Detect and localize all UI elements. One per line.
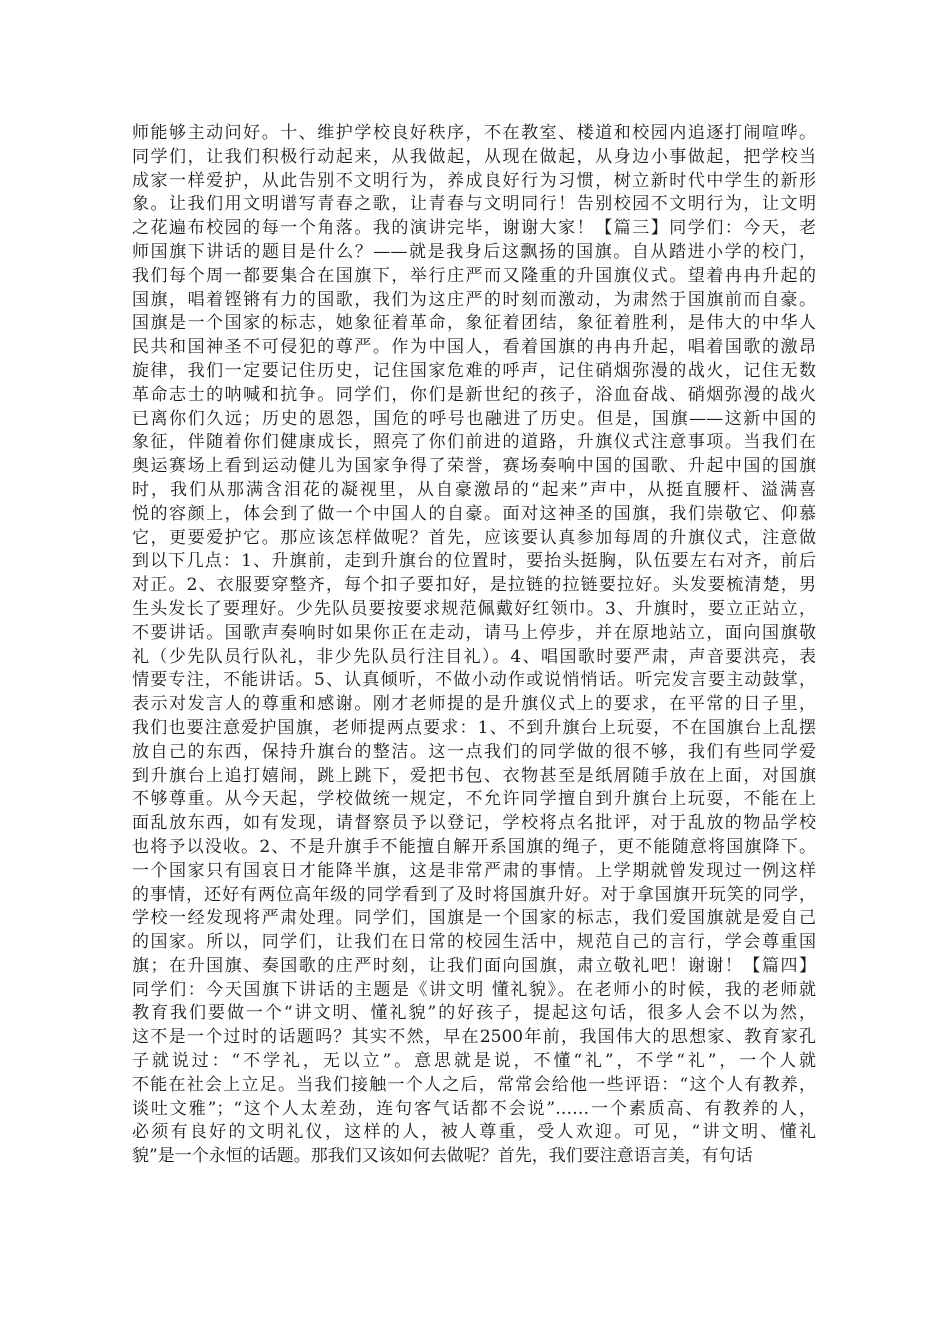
text-line: 它，更要爱护它。那应该怎样做呢？首先，应该要认真参加每周的升旗仪式，注意做 bbox=[132, 527, 816, 548]
text-line: 不够尊重。从今天起，学校做统一规定，不允许同学擅自到升旗台上玩耍，不能在上 bbox=[132, 789, 816, 810]
text-line: 民共和国神圣不可侵犯的尊严。作为中国人，看着国旗的冉冉升起，唱着国歌的激昂 bbox=[132, 337, 816, 358]
text-line: 同学们，让我们积极行动起来，从我做起，从现在做起，从身边小事做起，把学校当 bbox=[132, 146, 816, 167]
text-line: 国旗，唱着铿锵有力的国歌，我们为这庄严的时刻而激动，为肃然于国旗前而自豪。 bbox=[132, 289, 816, 310]
body-text bbox=[132, 122, 816, 1169]
text-line: 礼（少先队员行队礼，非少先队员行注目礼）。4、唱国歌时要严肃，声音要洪亮，表 bbox=[132, 646, 816, 667]
text-line: 我们每个周一都要集合在国旗下，举行庄严而又隆重的升国旗仪式。望着冉冉升起的 bbox=[132, 265, 816, 286]
text-line: 的国家。所以，同学们，让我们在日常的校园生活中，规范自己的言行，学会尊重国 bbox=[132, 932, 816, 953]
text-line: 象征，伴随着你们健康成长，照亮了你们前进的道路，升旗仪式注意事项。当我们在 bbox=[132, 432, 816, 453]
text-line: 师能够主动问好。十、维护学校良好秩序，不在教室、楼道和校园内追逐打闹喧哗。 bbox=[132, 123, 816, 143]
text-line: 教育我们要做一个“讲文明、懂礼貌”的好孩子，提起这句话，很多人会不以为然， bbox=[132, 1003, 816, 1024]
text-line: 已离你们久远；历史的恩怨，国危的呼号也融进了历史。但是，国旗——这新中国的 bbox=[132, 408, 816, 429]
text-line: 国旗是一个国家的标志，她象征着革命，象征着团结，象征着胜利，是伟大的中华人 bbox=[132, 313, 816, 334]
text-line: 到升旗台上追打嬉闹，跳上跳下，爱把书包、衣物甚至是纸屑随手放在上面，对国旗 bbox=[132, 765, 816, 786]
text-line: 旗；在升国旗、奏国歌的庄严时刻，让我们面向国旗，肃立敬礼吧！谢谢！【篇四】 bbox=[132, 955, 816, 976]
text-line: 表示对发言人的尊重和感谢。刚才老师提的是升旗仪式上的要求，在平常的日子里， bbox=[132, 694, 816, 715]
text-line: 的事情，还好有两位高年级的同学看到了及时将国旗升好。对于拿国旗开玩笑的同学， bbox=[132, 884, 816, 905]
text-line: 面乱放东西，如有发现，请督察员予以登记，学校将点名批评，对于乱放的物品学校 bbox=[132, 813, 816, 834]
text-line: 悦的容颜上，体会到了做一个中国人的自豪。面对这神圣的国旗，我们崇敬它、仰慕 bbox=[132, 503, 816, 524]
text-line: 时，我们从那满含泪花的凝视里，从自豪激昂的“起来”声中，从挺直腰杆、溢满喜 bbox=[132, 479, 816, 500]
text-line: 奥运赛场上看到运动健儿为国家争得了荣誉，赛场奏响中国的国歌、升起中国的国旗 bbox=[132, 456, 816, 477]
text-line: 旋律，我们一定要记住历史，记住国家危难的呼声，记住硝烟弥漫的战火，记住无数 bbox=[132, 360, 816, 381]
text-line: 不要讲话。国歌声奏响时如果你正在走动，请马上停步，并在原地站立，面向国旗敬 bbox=[132, 622, 816, 643]
text-line: 不能在社会上立足。当我们接触一个人之后，常常会给他一些评语：“这个人有教养， bbox=[132, 1074, 816, 1095]
text-line: 也将予以没收。2、不是升旗手不能擅自解开系国旗的绳子，更不能随意将国旗降下。 bbox=[132, 836, 816, 857]
text-line: 到以下几点：1、升旗前，走到升旗台的位置时，要抬头挺胸，队伍要左右对齐，前后 bbox=[132, 551, 816, 572]
text-line: 我们也要注意爱护国旗，老师提两点要求：1、不到升旗台上玩耍，不在国旗台上乱摆 bbox=[132, 717, 816, 738]
text-line: 放自己的东西，保持升旗台的整洁。这一点我们的同学做的很不够，我们有些同学爱 bbox=[132, 741, 816, 762]
text-line: 对正。2、衣服要穿整齐，每个扣子要扣好，是拉链的拉链要拉好。头发要梳清楚，男 bbox=[132, 575, 816, 596]
text-line: 一个国家只有国哀日才能降半旗，这是非常严肃的事情。上学期就曾发现过一例这样 bbox=[132, 860, 816, 881]
text-line: 象。让我们用文明谱写青春之歌，让青春与文明同行！告别校园不文明行为，让文明 bbox=[132, 194, 816, 215]
text-line: 子就说过：“不学礼，无以立”。意思就是说，不懂“礼”，不学“礼”，一个人就 bbox=[132, 1051, 816, 1072]
text-line: 生头发长了要理好。少先队员要按要求规范佩戴好红领巾。3、升旗时，要立正站立， bbox=[132, 598, 816, 619]
text-line: 同学们：今天国旗下讲话的主题是《讲文明 懂礼貌》。在老师小的时候，我的老师就 bbox=[132, 979, 816, 1000]
text-line: 革命志士的呐喊和抗争。同学们，你们是新世纪的孩子，浴血奋战、硝烟弥漫的战火 bbox=[132, 384, 816, 405]
text-line: 学校一经发现将严肃处理。同学们，国旗是一个国家的标志，我们爱国旗就是爱自己 bbox=[132, 908, 816, 929]
text-line: 之花遍布校园的每一个角落。我的演讲完毕，谢谢大家！【篇三】同学们：今天，老 bbox=[132, 218, 816, 239]
text-line: 必须有良好的文明礼仪，这样的人，被人尊重，受人欢迎。可见，“讲文明、懂礼 bbox=[132, 1122, 816, 1143]
text-line: 这不是一个过时的话题吗？其实不然，早在2500年前，我国伟大的思想家、教育家孔 bbox=[132, 1027, 816, 1048]
text-line: 貌”是一个永恒的话题。那我们又该如何去做呢？首先，我们要注意语言美，有句话 bbox=[132, 1146, 753, 1167]
text-line: 谈吐文雅”；“这个人太差劲，连句客气话都不会说”……一个素质高、有教养的人， bbox=[132, 1098, 816, 1119]
text-line: 师国旗下讲话的题目是什么？——就是我身后这飘扬的国旗。自从踏进小学的校门， bbox=[132, 241, 816, 262]
text-line: 情要专注，不能讲话。5、认真倾听，不做小动作或说悄悄话。听完发言要主动鼓掌， bbox=[132, 670, 816, 691]
text-line: 成家一样爱护，从此告别不文明行为，养成良好行为习惯，树立新时代中学生的新形 bbox=[132, 170, 816, 191]
